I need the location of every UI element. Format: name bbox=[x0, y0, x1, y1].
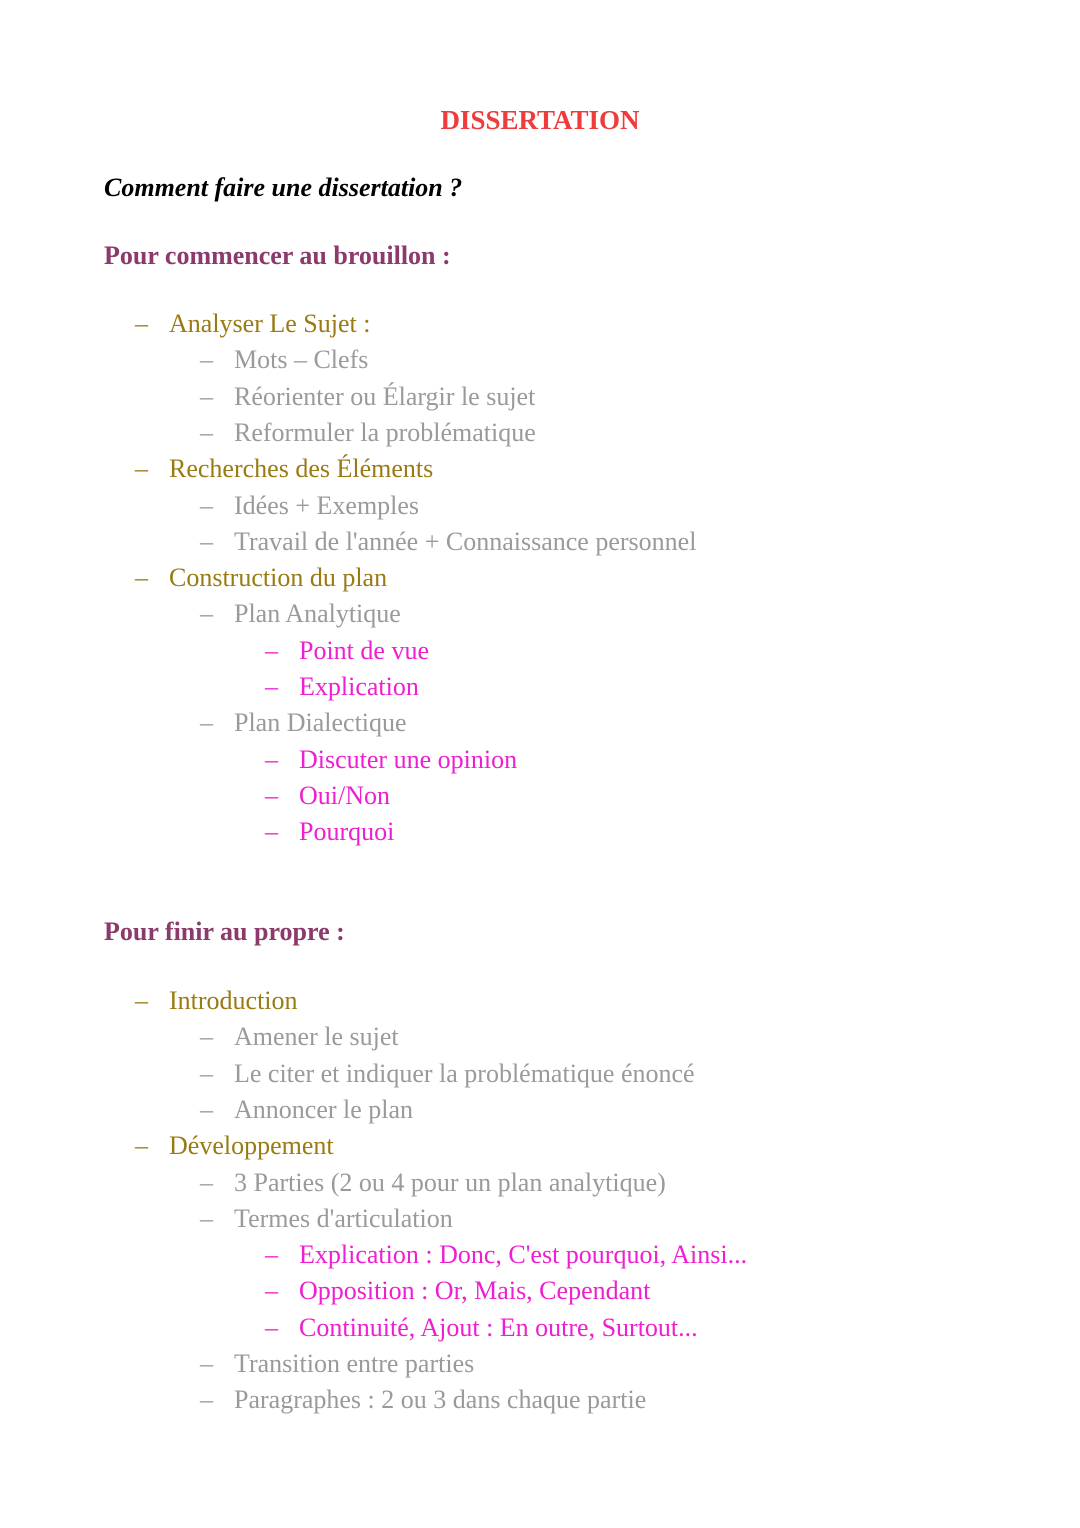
bullet-dash: – bbox=[135, 986, 148, 1015]
outline-item-text: Amener le sujet bbox=[234, 1022, 399, 1051]
outline-item-level-3 bbox=[265, 1274, 650, 1308]
outline-item-level-1 bbox=[135, 307, 370, 341]
bullet-dash: – bbox=[200, 1349, 213, 1378]
bullet-dash: – bbox=[265, 745, 278, 774]
outline-item-level-2 bbox=[200, 489, 419, 523]
bullet-dash: – bbox=[135, 309, 148, 338]
bullet-dash: – bbox=[200, 1204, 213, 1233]
outline-item-text: Plan Analytique bbox=[234, 599, 401, 628]
outline-item-level-2 bbox=[200, 1020, 399, 1054]
outline-item-text: Reformuler la problématique bbox=[234, 418, 536, 447]
bullet-dash: – bbox=[265, 1313, 278, 1342]
outline-item-level-1 bbox=[135, 452, 433, 486]
outline-item-level-2 bbox=[200, 1383, 646, 1417]
outline-item-text: Mots – Clefs bbox=[234, 345, 369, 374]
outline-item-level-3 bbox=[265, 779, 390, 813]
outline-item-level-2 bbox=[200, 706, 407, 740]
outline-item-text: Oui/Non bbox=[299, 781, 390, 810]
document-title: DISSERTATION bbox=[440, 105, 640, 135]
outline-item-text: Analyser Le Sujet : bbox=[169, 309, 371, 338]
bullet-dash: – bbox=[265, 817, 278, 846]
outline-item-level-1 bbox=[135, 561, 387, 595]
bullet-dash: – bbox=[200, 1059, 213, 1088]
outline-item-text: Construction du plan bbox=[169, 563, 388, 592]
outline-item-level-1 bbox=[135, 1129, 334, 1163]
section-heading-brouillon: Pour commencer au brouillon : bbox=[104, 241, 451, 270]
bullet-dash: – bbox=[200, 382, 213, 411]
outline-item-text: Discuter une opinion bbox=[299, 745, 518, 774]
outline-item-text: Point de vue bbox=[299, 636, 429, 665]
outline-item-level-2 bbox=[200, 597, 401, 631]
outline-item-level-3 bbox=[265, 743, 517, 777]
bullet-dash: – bbox=[200, 599, 213, 628]
outline-item-text: Paragraphes : 2 ou 3 dans chaque partie bbox=[234, 1385, 647, 1414]
bullet-dash: – bbox=[265, 672, 278, 701]
outline-item-level-3 bbox=[265, 634, 429, 668]
outline-item-text: Travail de l'année + Connaissance personnel bbox=[234, 527, 697, 556]
outline-item-level-2 bbox=[200, 1093, 413, 1127]
outline-item-text: Annoncer le plan bbox=[234, 1095, 414, 1124]
bullet-dash: – bbox=[200, 1022, 213, 1051]
outline-item-level-3 bbox=[265, 1238, 747, 1272]
bullet-dash: – bbox=[135, 454, 148, 483]
outline-item-text: Transition entre parties bbox=[234, 1349, 475, 1378]
outline-item-level-2 bbox=[200, 1057, 695, 1091]
bullet-dash: – bbox=[200, 1095, 213, 1124]
outline-item-level-2 bbox=[200, 343, 368, 377]
bullet-dash: – bbox=[135, 563, 148, 592]
outline-item-level-2 bbox=[200, 380, 535, 414]
outline-item-level-2 bbox=[200, 416, 536, 450]
outline-item-text: Plan Dialectique bbox=[234, 708, 407, 737]
bullet-dash: – bbox=[200, 345, 213, 374]
bullet-dash: – bbox=[200, 527, 213, 556]
bullet-dash: – bbox=[265, 781, 278, 810]
bullet-dash: – bbox=[200, 708, 213, 737]
outline-item-level-2 bbox=[200, 1202, 453, 1236]
outline-item-text: Termes d'articulation bbox=[234, 1204, 453, 1233]
outline-item-level-3 bbox=[265, 815, 394, 849]
outline-item-level-3 bbox=[265, 670, 419, 704]
outline-item-text: Introduction bbox=[169, 986, 298, 1015]
bullet-dash: – bbox=[200, 491, 213, 520]
outline-item-text: Explication bbox=[299, 672, 419, 701]
outline-item-text: Explication : Donc, C'est pourquoi, Ainsi... bbox=[299, 1240, 748, 1269]
outline-item-level-3 bbox=[265, 1311, 698, 1345]
outline-item-text: Idées + Exemples bbox=[234, 491, 420, 520]
bullet-dash: – bbox=[265, 1276, 278, 1305]
bullet-dash: – bbox=[135, 1131, 148, 1160]
bullet-dash: – bbox=[200, 418, 213, 447]
outline-item-level-1 bbox=[135, 984, 298, 1018]
bullet-dash: – bbox=[200, 1168, 213, 1197]
outline-item-level-2 bbox=[200, 1166, 666, 1200]
outline-item-text: Le citer et indiquer la problématique énoncé bbox=[234, 1059, 695, 1088]
bullet-dash: – bbox=[265, 636, 278, 665]
outline-item-text: Pourquoi bbox=[299, 817, 395, 846]
outline-item-text: Continuité, Ajout : En outre, Surtout... bbox=[299, 1313, 698, 1342]
outline-item-level-2 bbox=[200, 525, 696, 559]
document-subtitle: Comment faire une dissertation ? bbox=[104, 173, 463, 202]
outline-item-text: Recherches des Éléments bbox=[169, 454, 434, 483]
outline-item-level-2 bbox=[200, 1347, 474, 1381]
outline-item-text: Réorienter ou Élargir le sujet bbox=[234, 382, 536, 411]
outline-item-text: 3 Parties (2 ou 4 pour un plan analytique) bbox=[234, 1168, 666, 1197]
bullet-dash: – bbox=[200, 1385, 213, 1414]
section-heading-propre: Pour finir au propre : bbox=[104, 917, 345, 946]
bullet-dash: – bbox=[265, 1240, 278, 1269]
outline-item-text: Développement bbox=[169, 1131, 334, 1160]
outline-item-text: Opposition : Or, Mais, Cependant bbox=[299, 1276, 651, 1305]
